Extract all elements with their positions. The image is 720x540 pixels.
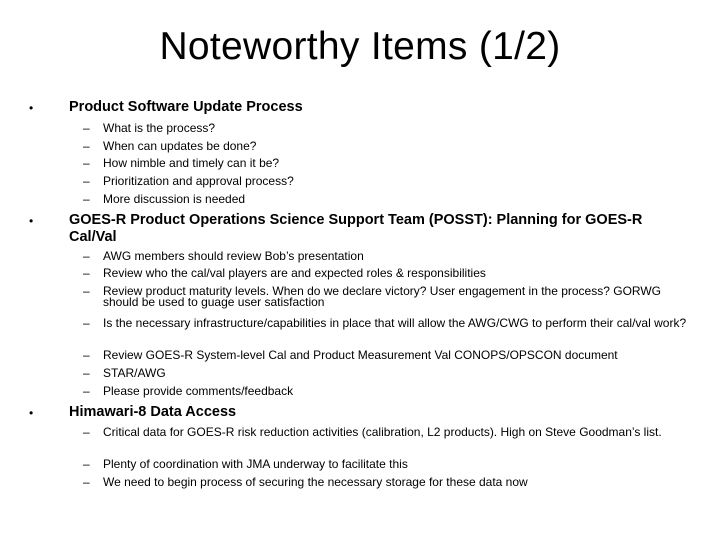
dash-icon: – <box>83 384 90 398</box>
dash-icon: – <box>83 249 90 263</box>
list-item-text: Please provide comments/feedback <box>103 384 294 398</box>
slide-title: Noteworthy Items (1/2) <box>159 25 561 68</box>
list-item-text: Is the necessary infrastructure/capabilities in place that will allow the AWG/CWG to perform their cal/val work? <box>103 316 687 330</box>
bullet-icon: • <box>29 406 34 420</box>
dash-icon: – <box>83 316 90 330</box>
dash-icon: – <box>83 366 90 380</box>
dash-icon: – <box>83 139 90 153</box>
dash-icon: – <box>83 284 90 298</box>
list-item-text: Review who the cal/val players are and expected roles & responsibilities <box>103 266 486 280</box>
bullet-icon: • <box>29 101 34 115</box>
section-heading: GOES-R Product Operations Science Support Team (POSST): Planning for GOES-R Cal/Val <box>69 212 643 245</box>
list-item-text: We need to begin process of securing the necessary storage for these data now <box>103 475 528 489</box>
list-item-text: AWG members should review Bob’s presentation <box>103 249 364 263</box>
dash-icon: – <box>83 121 90 135</box>
dash-icon: – <box>83 457 90 471</box>
list-item-text: How nimble and timely can it be? <box>103 156 280 170</box>
dash-icon: – <box>83 266 90 280</box>
list-item-text: Prioritization and approval process? <box>103 174 294 188</box>
list-item-text: Critical data for GOES-R risk reduction activities (calibration, L2 products). High on Steve Goodman’s list. <box>103 425 662 439</box>
list-item-text: More discussion is needed <box>103 192 246 206</box>
list-item-text: STAR/AWG <box>103 366 166 380</box>
list-item-text: Review product maturity levels. When do we declare victory? User engagement in the process? GORWG should be used to guage user satisfaction <box>103 284 662 309</box>
dash-icon: – <box>83 174 90 188</box>
list-item-text: Review GOES-R System-level Cal and Product Measurement Val CONOPS/OPSCON document <box>103 348 618 362</box>
dash-icon: – <box>83 192 90 206</box>
list-item-text: Plenty of coordination with JMA underway to facilitate this <box>103 457 408 471</box>
dash-icon: – <box>83 475 90 489</box>
dash-icon: – <box>83 425 90 439</box>
dash-icon: – <box>83 156 90 170</box>
list-item-text: When can updates be done? <box>103 139 257 153</box>
bullet-icon: • <box>29 214 34 228</box>
section-heading: Product Software Update Process <box>69 99 303 115</box>
section-heading: Himawari-8 Data Access <box>69 404 237 420</box>
dash-icon: – <box>83 348 90 362</box>
list-item-text: What is the process? <box>103 121 216 135</box>
